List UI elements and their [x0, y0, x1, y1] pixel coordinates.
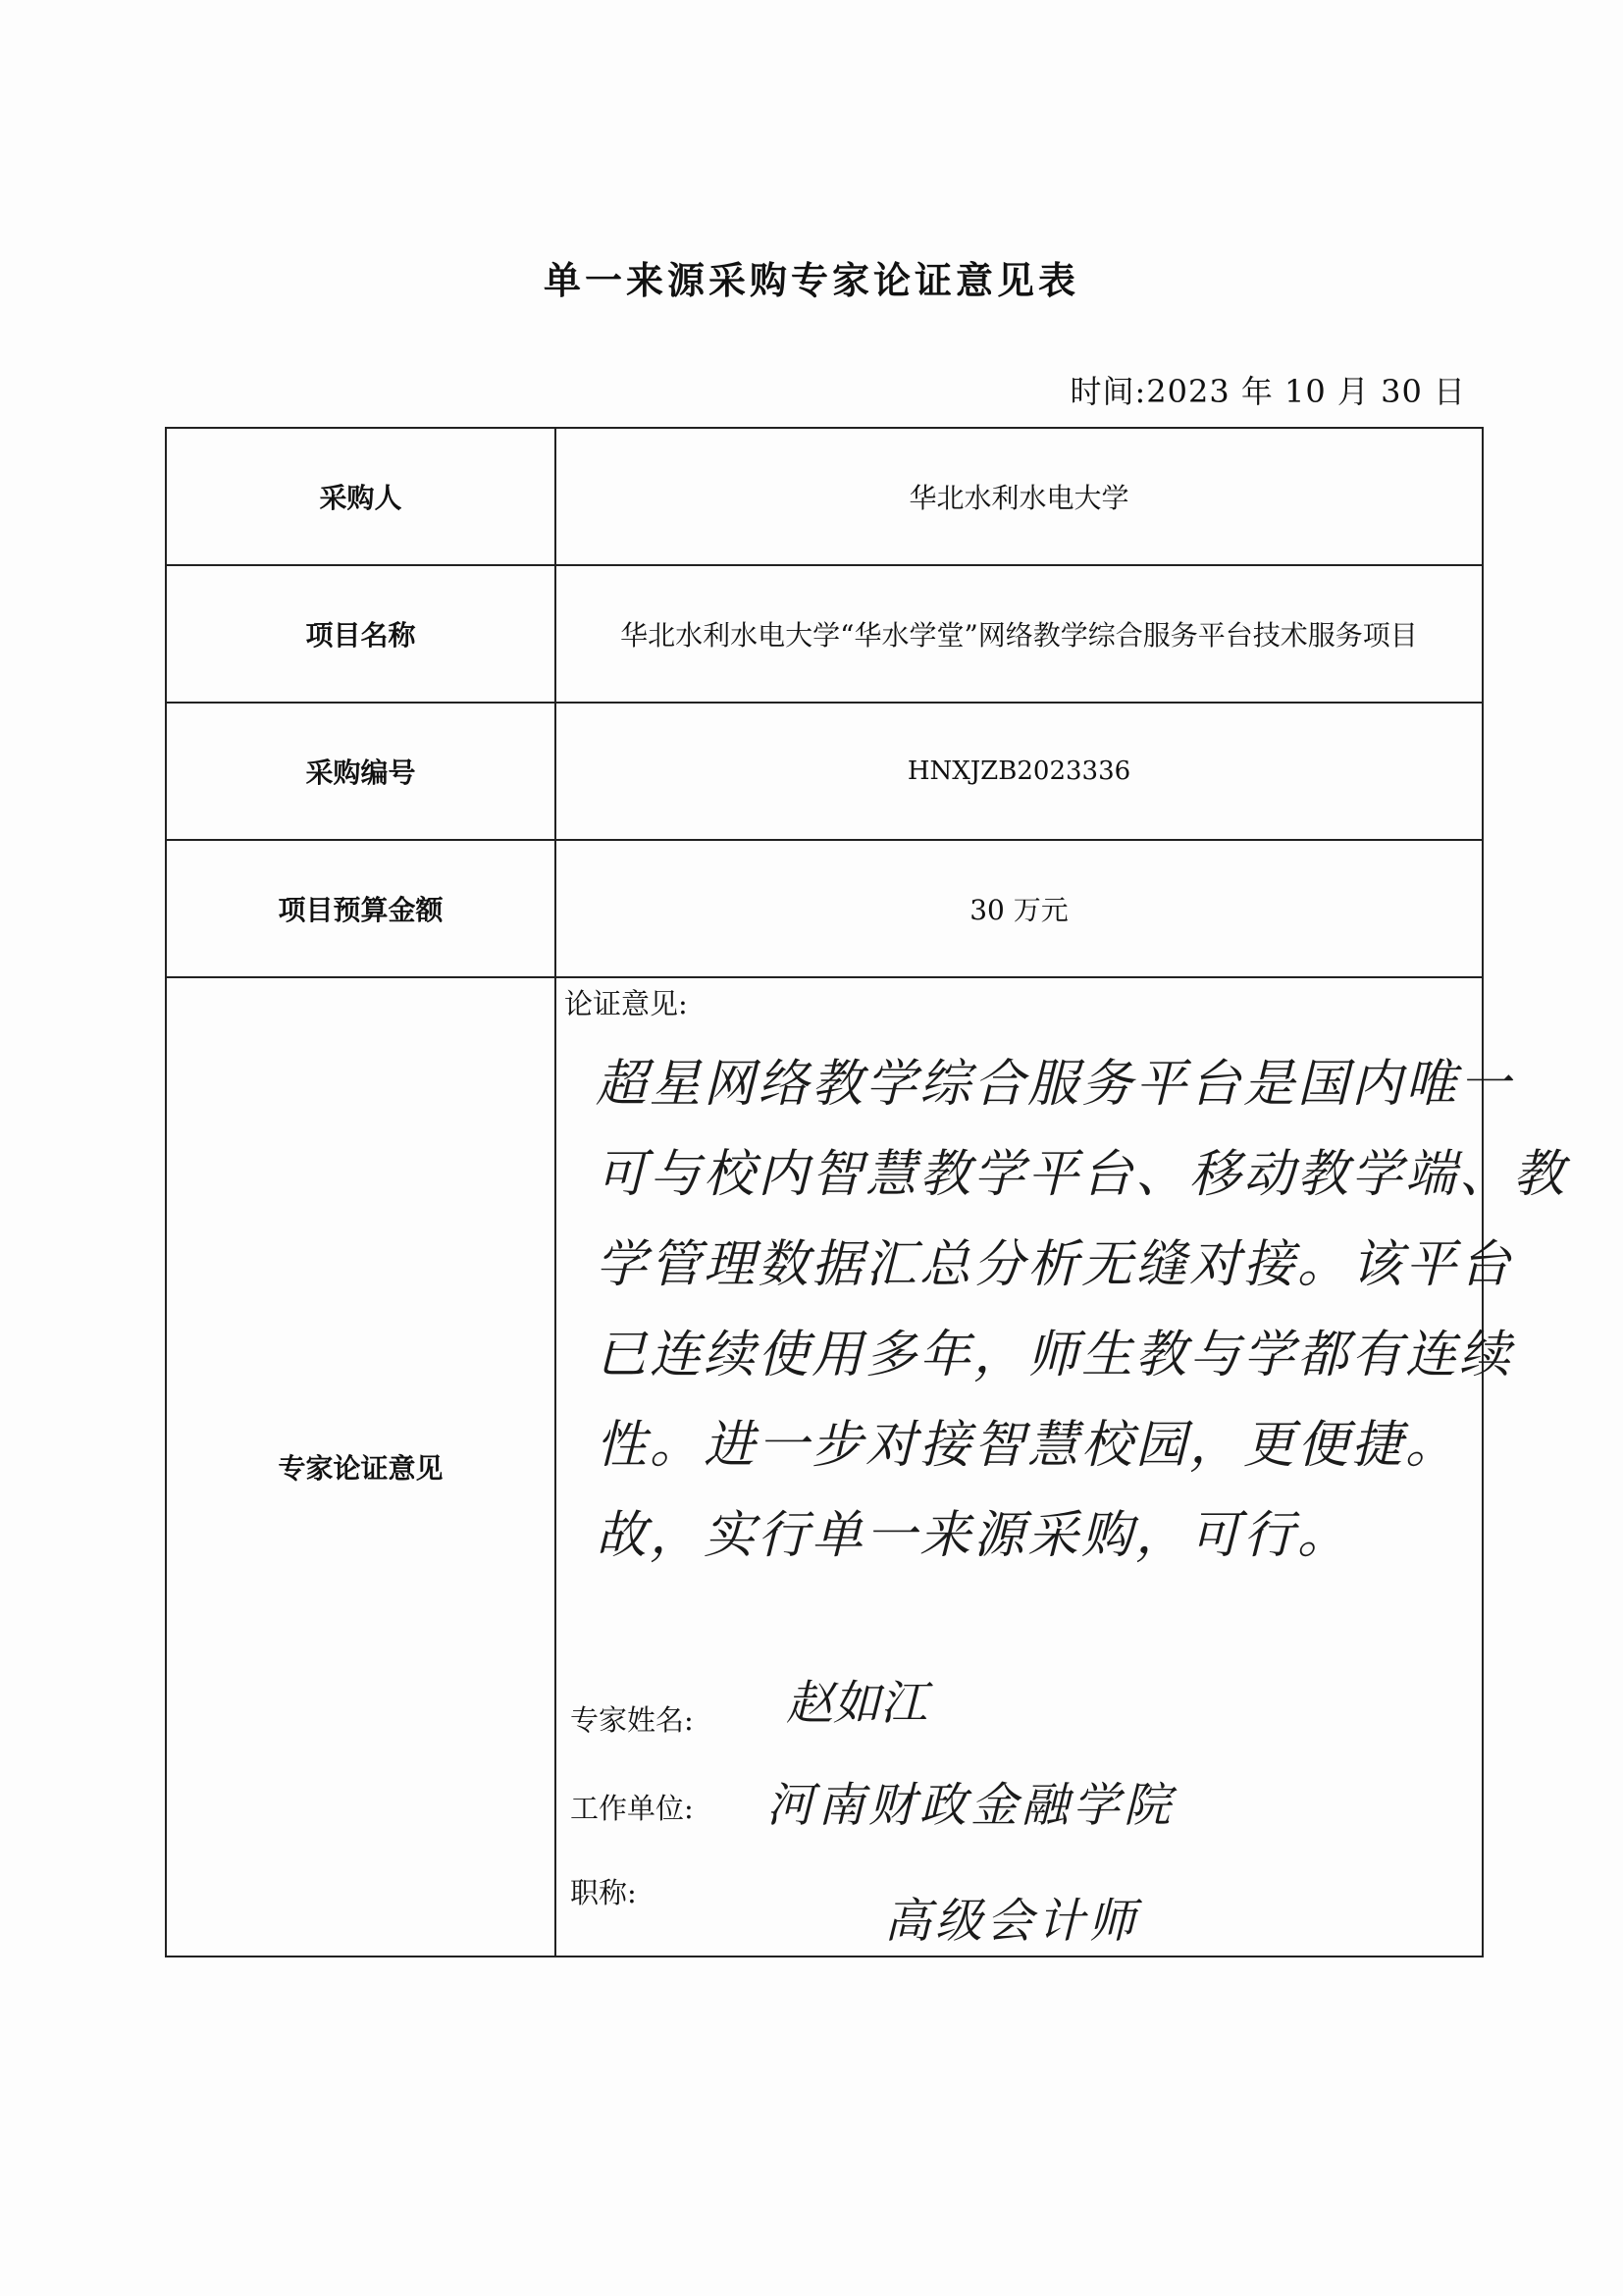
project-name-label: 项目名称	[166, 565, 555, 703]
handwritten-line: 已连续使用多年，师生教与学都有连续	[596, 1326, 1514, 1384]
budget-label: 项目预算金额	[166, 840, 555, 977]
handwritten-opinion	[596, 1039, 1568, 1581]
handwritten-line: 可与校内智慧教学平台、移动教学端、教	[596, 1145, 1568, 1204]
document-title: 单一来源采购专家论证意见表	[543, 259, 1079, 302]
professional-title-value: 高级会计师	[884, 1894, 1140, 1949]
table-row	[166, 703, 1483, 840]
handwritten-line: 故，实行单一来源采购，可行。	[596, 1506, 1352, 1565]
project-name-value: 华北水利水电大学“华水学堂”网络教学综合服务平台技术服务项目	[555, 565, 1483, 703]
work-unit-field	[570, 1778, 1176, 1833]
professional-title-label: 职称:	[570, 1876, 637, 1909]
handwritten-line: 性。进一步对接智慧校园，更便捷。	[596, 1416, 1460, 1475]
table-row	[166, 977, 1483, 1957]
expert-opinion-label: 专家论证意见	[166, 977, 555, 1957]
expert-opinion-cell	[555, 977, 1568, 1957]
professional-title-field	[570, 1871, 1140, 1949]
opinion-form-table	[165, 427, 1568, 1957]
purchaser-label: 采购人	[166, 428, 555, 565]
document-date: 时间:2023 年 10 月 30 日	[1070, 373, 1466, 410]
handwritten-line: 学管理数据汇总分析无缝对接。该平台	[596, 1235, 1514, 1294]
work-unit-label: 工作单位:	[570, 1792, 694, 1825]
procurement-number-label: 采购编号	[166, 703, 555, 840]
budget-value: 30 万元	[555, 840, 1483, 977]
expert-signature: 赵如江	[786, 1676, 928, 1731]
opinion-heading: 论证意见:	[564, 987, 688, 1020]
expert-name-label: 专家姓名:	[570, 1703, 694, 1737]
table-row	[166, 565, 1483, 703]
purchaser-value: 华北水利水电大学	[555, 428, 1483, 565]
work-unit-value: 河南财政金融学院	[766, 1778, 1176, 1833]
procurement-number-value: HNXJZB2023336	[555, 703, 1483, 840]
expert-name-field	[570, 1676, 928, 1739]
table-row	[166, 840, 1483, 977]
handwritten-line: 超星网络教学综合服务平台是国内唯一	[596, 1055, 1514, 1114]
table-row	[166, 428, 1483, 565]
